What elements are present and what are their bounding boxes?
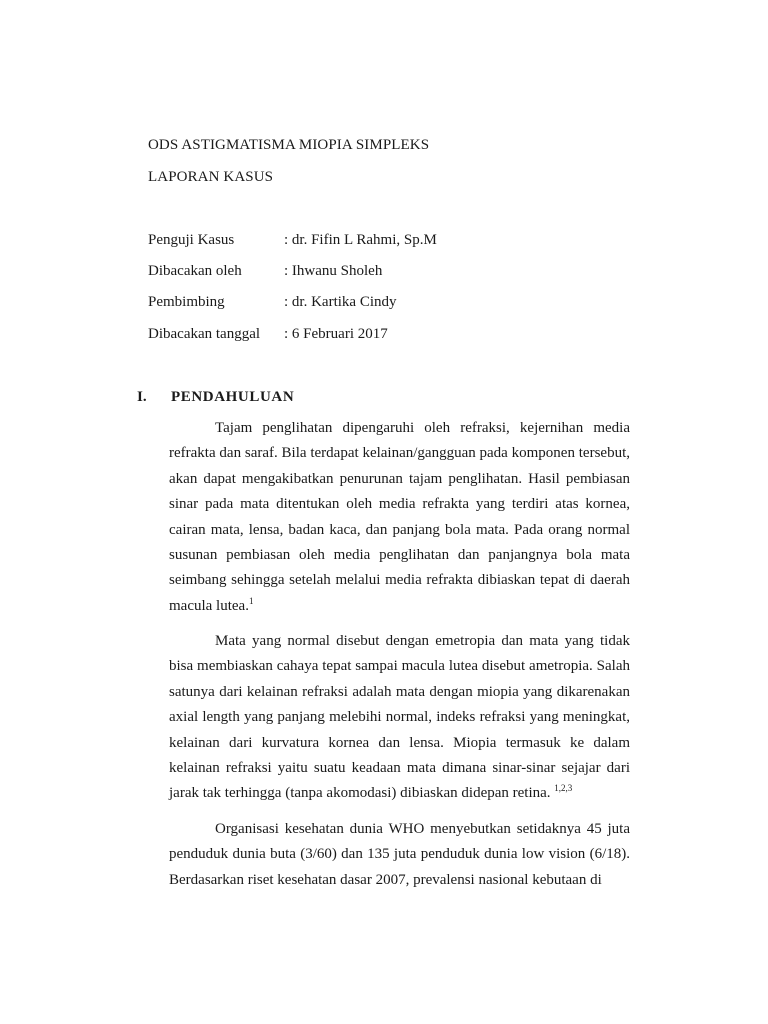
info-row-penguji bbox=[148, 232, 648, 252]
info-value: : dr. Kartika Cindy bbox=[284, 294, 397, 310]
document-subtitle: LAPORAN KASUS bbox=[148, 169, 274, 185]
citation-ref: 1,2,3 bbox=[554, 783, 573, 794]
info-label: Dibacakan tanggal bbox=[148, 326, 261, 342]
paragraph-text: Mata yang normal disebut dengan emetropia dan mata yang tidak bisa membiaskan cahaya tepat sampai macula lutea disebut ametropia. Salah satunya dari kelainan refraksi adalah mata dengan miopia yang dikarenakan axial length yang panjang melebihi normal, indeks refraksi yang meningkat, kelainan dari kurvatura kornea dan lensa. Miopia termasuk ke dalam kelainan refraksi yaitu suatu keadaan mata dimana sinar-sinar sejajar dari jarak tak terhingga (tanpa akomodasi) dibiaskan didepan retina. bbox=[169, 633, 630, 802]
info-label: Penguji Kasus bbox=[148, 232, 235, 248]
info-label: Pembimbing bbox=[148, 294, 225, 310]
section-title: PENDAHULUAN bbox=[171, 389, 295, 405]
paragraph bbox=[169, 817, 630, 893]
document-title: ODS ASTIGMATISMA MIOPIA SIMPLEKS bbox=[148, 137, 430, 153]
paragraph-text: Tajam penglihatan dipengaruhi oleh refraksi, kejernihan media refrakta dan saraf. Bila terdapat kelainan/gangguan pada komponen tersebut, akan dapat mengakibatkan penurunan tajam penglihatan. Hasil pembiasan sinar pada mata ditentukan oleh media refrakta yang terdiri atas kornea, cairan mata, lensa, badan kaca, dan panjang bola mata. Pada orang normal susunan pembiasan oleh media penglihatan dan panjangnya bola mata seimbang sehingga setelah melalui media refrakta dibiaskan tepat di daerah macula lutea. bbox=[169, 420, 630, 614]
paragraph bbox=[169, 629, 630, 807]
info-value: : Ihwanu Sholeh bbox=[284, 263, 383, 279]
info-value: : 6 Februari 2017 bbox=[284, 326, 388, 342]
info-row-dibacakan-tanggal bbox=[148, 326, 648, 346]
paragraph-text: Organisasi kesehatan dunia WHO menyebutkan setidaknya 45 juta penduduk dunia buta (3/60) dan 135 juta penduduk dunia low vision (6/18). Berdasarkan riset kesehatan dasar 2007, prevalensi nasional kebutaan di bbox=[169, 821, 630, 888]
info-label: Dibacakan oleh bbox=[148, 263, 242, 279]
info-row-pembimbing bbox=[148, 294, 648, 314]
info-value: : dr. Fifin L Rahmi, Sp.M bbox=[284, 232, 437, 248]
info-row-dibacakan-oleh bbox=[148, 263, 648, 283]
section-number: I. bbox=[137, 389, 147, 405]
paragraph bbox=[169, 416, 630, 619]
citation-ref: 1 bbox=[248, 595, 254, 606]
